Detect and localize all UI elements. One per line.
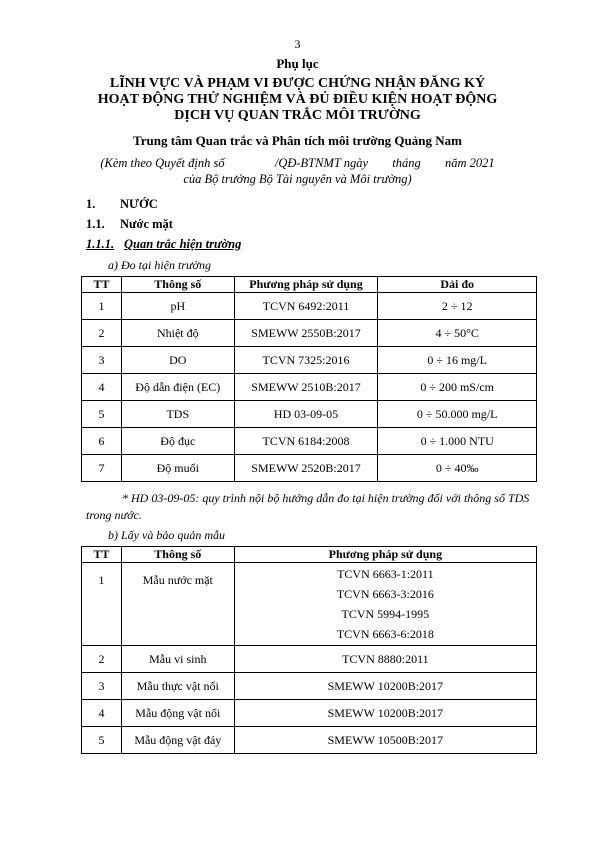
subsubsection-heading — [86, 237, 241, 252]
table-row — [82, 293, 537, 320]
method-line: TCVN 6663-6:2018 — [336, 627, 434, 641]
table-cell: 5 — [82, 401, 122, 428]
attachment-line2: của Bộ trưởng Bộ Tài nguyên và Môi trường) — [183, 172, 412, 186]
table-row — [82, 374, 537, 401]
table-cell: Mẫu nước mặt — [121, 563, 234, 646]
main-title-line: LĨNH VỰC VÀ PHẠM VI ĐƯỢC CHỨNG NHẬN ĐĂNG KÝ — [109, 76, 486, 91]
table-cell: Độ dẫn điện (EC) — [121, 374, 234, 401]
column-header: TT — [82, 547, 122, 563]
field-measurement-table — [81, 276, 537, 482]
table-cell: Mẫu động vật đáy — [121, 727, 234, 754]
section-title: Nước mặt — [120, 217, 173, 231]
method-line: TCVN 6663-1:2011 — [337, 567, 434, 581]
table-cell: 5 — [82, 727, 122, 754]
table-row — [82, 320, 537, 347]
column-header: Phương pháp sử dụng — [234, 277, 378, 293]
subsection-heading — [86, 217, 173, 232]
table-cell: 3 — [82, 673, 122, 700]
table-row — [82, 727, 537, 754]
column-header: Phương pháp sử dụng — [234, 547, 536, 563]
table-cell: SMEWW 10200B:2017 — [234, 700, 536, 727]
column-header: Thông số — [121, 277, 234, 293]
main-title-line: DỊCH VỤ QUAN TRẮC MÔI TRƯỜNG — [174, 108, 421, 123]
table-cell: 1 — [82, 293, 122, 320]
organization-name: Trung tâm Quan trắc và Phân tích môi trường Quảng Nam — [133, 133, 462, 148]
table-row — [82, 455, 537, 482]
table-row — [82, 347, 537, 374]
table-cell: TCVN 6184:2008 — [234, 428, 378, 455]
table-cell: TCVN 8880:2011 — [234, 646, 536, 673]
table-cell: 4 — [82, 700, 122, 727]
table-cell: Độ muối — [121, 455, 234, 482]
table-cell: 2 — [82, 646, 122, 673]
table-row — [82, 563, 537, 646]
table-cell: 7 — [82, 455, 122, 482]
attachment-part: năm 2021 — [445, 156, 495, 170]
section-title: NƯỚC — [120, 197, 158, 211]
table-row — [82, 646, 537, 673]
footnote: * HD 03-09-05: quy trình nội bộ hướng dẫn đo tại hiện trường đối với thông số TDS trong nước. — [86, 491, 530, 522]
method-line: TCVN 5994-1995 — [341, 607, 430, 621]
table-cell: 2 — [82, 320, 122, 347]
table-cell: SMEWW 2520B:2017 — [234, 455, 378, 482]
attachment-part: tháng — [392, 156, 421, 170]
table-cell: Mẫu thực vật nổi — [121, 673, 234, 700]
sampling-table — [81, 546, 537, 754]
table-cell: 3 — [82, 347, 122, 374]
table-row — [82, 673, 537, 700]
method-line: TCVN 6663-3:2016 — [336, 587, 434, 601]
appendix-title: Phụ lục — [276, 56, 319, 71]
table-cell: 0 ÷ 16 mg/L — [378, 347, 537, 374]
attachment-part: /QĐ-BTNMT ngày — [274, 156, 369, 170]
table-cell: HD 03-09-05 — [234, 401, 378, 428]
table-cell: SMEWW 2510B:2017 — [234, 374, 378, 401]
column-header: TT — [82, 277, 122, 293]
attachment-note — [0, 155, 595, 187]
table-cell: Độ đục — [121, 428, 234, 455]
table-cell: TCVN 7325:2016 — [234, 347, 378, 374]
column-header: Thông số — [121, 547, 234, 563]
table-b-caption: b) Lấy và bảo quản mẫu — [108, 528, 225, 542]
table-cell: Mẫu động vật nổi — [121, 700, 234, 727]
table-cell: 2 ÷ 12 — [378, 293, 537, 320]
column-header: Dải đo — [378, 277, 537, 293]
table-cell: TCVN 6492:2011 — [234, 293, 378, 320]
section-number: 1.1.1. — [86, 237, 115, 251]
table-cell: 0 ÷ 50.000 mg/L — [378, 401, 537, 428]
table-cell: DO — [121, 347, 234, 374]
table-cell: SMEWW 2550B:2017 — [234, 320, 378, 347]
table-cell: 0 ÷ 200 mS/cm — [378, 374, 537, 401]
table-a-caption: a) Đo tại hiện trường — [108, 258, 211, 272]
table-row — [82, 401, 537, 428]
table-cell — [234, 563, 536, 646]
table-cell: SMEWW 10200B:2017 — [234, 673, 536, 700]
table-row — [82, 428, 537, 455]
section-heading — [86, 197, 158, 212]
table-cell: pH — [121, 293, 234, 320]
main-title — [0, 76, 595, 124]
table-row — [82, 700, 537, 727]
table-cell: 0 ÷ 40‰ — [378, 455, 537, 482]
table-cell: 4 ÷ 50°C — [378, 320, 537, 347]
table-cell: TDS — [121, 401, 234, 428]
section-title: Quan trắc hiện trường — [124, 237, 242, 251]
table-cell: 6 — [82, 428, 122, 455]
attachment-part: (Kèm theo Quyết định số — [100, 156, 225, 170]
table-cell: SMEWW 10500B:2017 — [234, 727, 536, 754]
table-cell: 1 — [82, 563, 122, 646]
table-cell: 4 — [82, 374, 122, 401]
table-cell: 0 ÷ 1.000 NTU — [378, 428, 537, 455]
table-cell: Nhiệt độ — [121, 320, 234, 347]
page-number: 3 — [294, 37, 301, 51]
table-cell: Mẫu vi sinh — [121, 646, 234, 673]
section-number: 1.1. — [86, 217, 105, 231]
main-title-line: HOẠT ĐỘNG THỬ NGHIỆM VÀ ĐỦ ĐIỀU KIỆN HOẠT ĐỘNG — [97, 92, 498, 107]
section-number: 1. — [86, 197, 96, 211]
